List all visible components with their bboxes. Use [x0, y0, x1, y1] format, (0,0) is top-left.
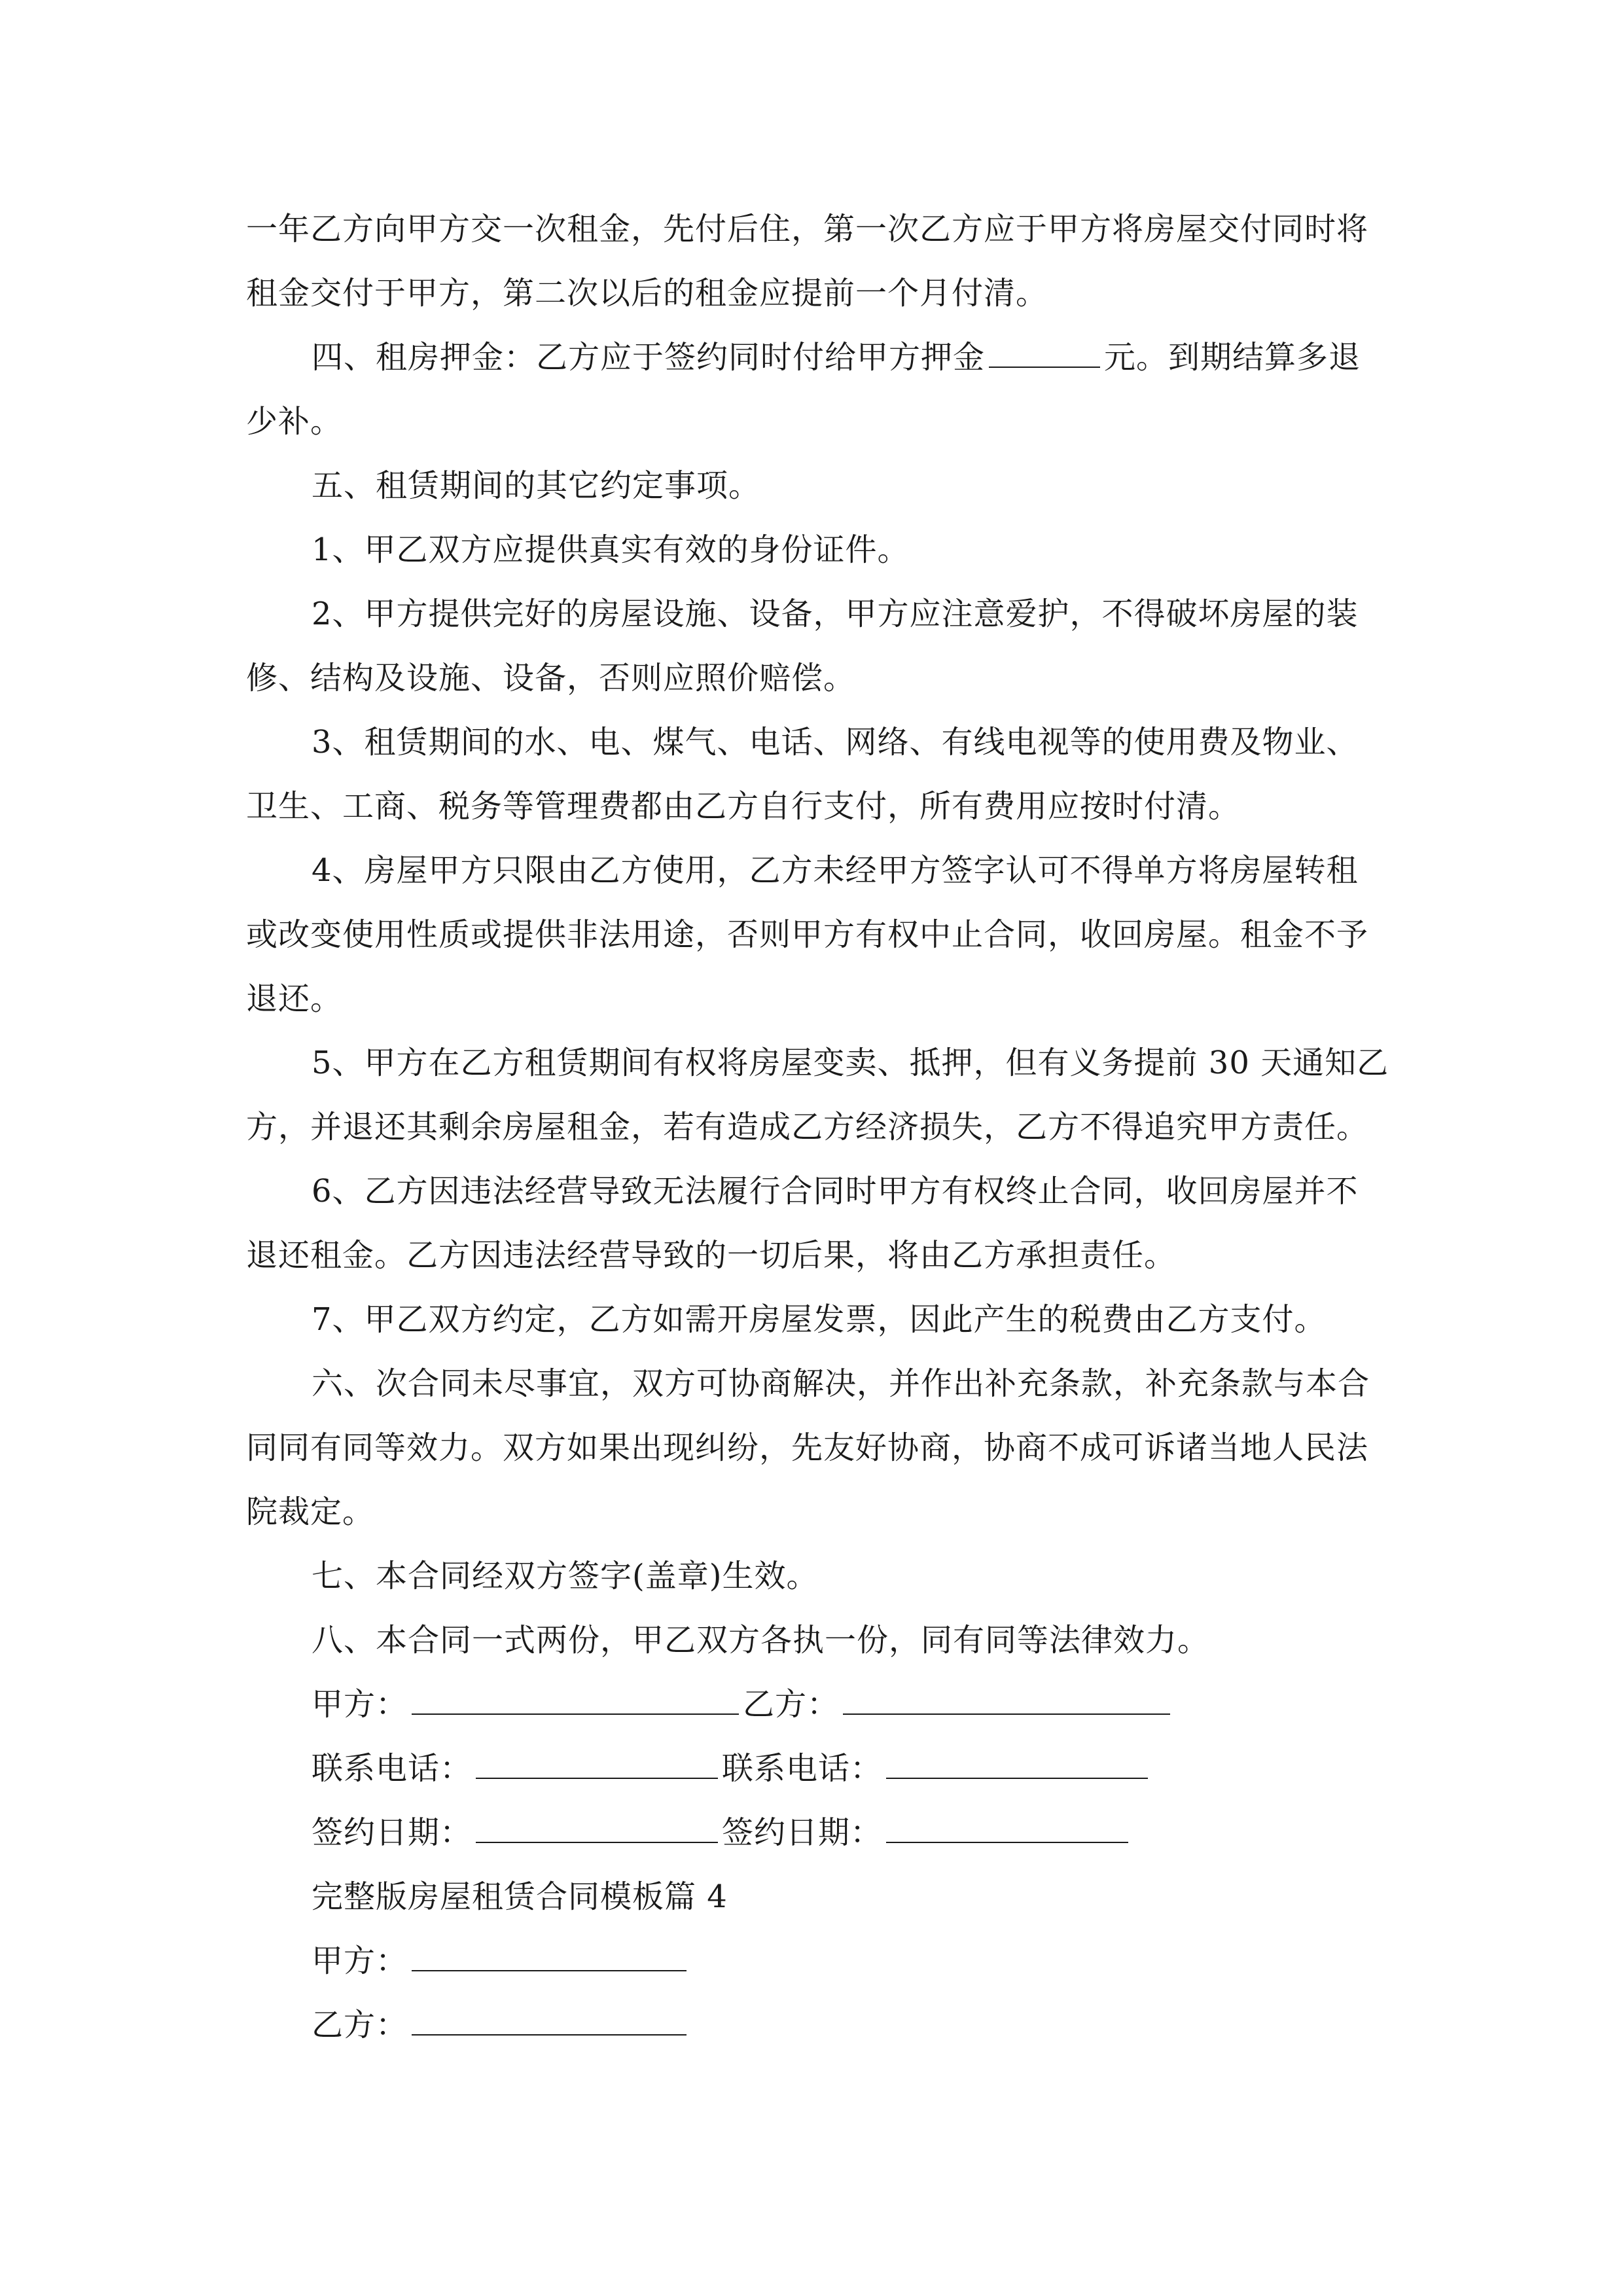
paragraph-line: 院裁定。	[246, 1494, 375, 1530]
next-section-title: 完整版房屋租赁合同模板篇 4	[312, 1878, 728, 1915]
party-a-label: 甲方：	[312, 1686, 408, 1723]
clause-heading: 五、租赁期间的其它约定事项。	[312, 467, 761, 504]
clause-item: 2、甲方提供完好的房屋设施、设备，甲方应注意爱护，不得破坏房屋的装	[312, 596, 1359, 632]
deposit-text: 四、租房押金：乙方应于签约同时付给甲方押金	[312, 339, 986, 376]
paragraph-line: 卫生、工商、税务等管理费都由乙方自行支付，所有费用应按时付清。	[246, 788, 1241, 825]
clause-item: 1、甲乙双方应提供真实有效的身份证件。	[312, 531, 910, 568]
party-b-blank	[843, 1685, 1170, 1715]
phone-label-b: 联系电话：	[722, 1750, 883, 1787]
next-party-b-row	[312, 2005, 690, 2045]
paragraph-line: 少补。	[246, 403, 343, 440]
clause-heading: 七、本合同经双方签字(盖章)生效。	[312, 1558, 819, 1594]
paragraph-line: 方，并退还其剩余房屋租金，若有造成乙方经济损失，乙方不得追究甲方责任。	[246, 1109, 1369, 1145]
next-party-b-blank	[412, 2005, 687, 2036]
date-label-a: 签约日期：	[312, 1814, 473, 1851]
clause-deposit-line	[312, 338, 1361, 377]
paragraph-line: 或改变使用性质或提供非法用途，否则甲方有权中止合同，收回房屋。租金不予	[246, 916, 1369, 953]
phone-b-blank	[886, 1749, 1148, 1779]
date-a-blank	[476, 1813, 718, 1843]
clause-item: 3、租赁期间的水、电、煤气、电话、网络、有线电视等的使用费及物业、	[312, 724, 1359, 761]
next-party-a-label: 甲方：	[312, 1943, 408, 1979]
clause-heading: 八、本合同一式两份，甲乙双方各执一份，同有同等法律效力。	[312, 1622, 1210, 1659]
signature-row-phone	[312, 1749, 1152, 1788]
deposit-amount-blank	[989, 338, 1100, 368]
paragraph-line: 退还租金。乙方因违法经营导致的一切后果，将由乙方承担责任。	[246, 1237, 1177, 1274]
signature-row-date	[312, 1813, 1132, 1852]
party-b-label: 乙方：	[743, 1686, 840, 1723]
clause-heading: 六、次合同未尽事宜，双方可协商解决，并作出补充条款，补充条款与本合	[312, 1365, 1370, 1402]
next-party-a-blank	[412, 1941, 687, 1971]
clause-item: 6、乙方因违法经营导致无法履行合同时甲方有权终止合同，收回房屋并不	[312, 1173, 1359, 1210]
paragraph-line: 修、结构及设施、设备，否则应照价赔偿。	[246, 660, 856, 696]
phone-label-a: 联系电话：	[312, 1750, 473, 1787]
clause-item: 4、房屋甲方只限由乙方使用，乙方未经甲方签字认可不得单方将房屋转租	[312, 852, 1359, 889]
paragraph-line: 同同有同等效力。双方如果出现纠纷，先友好协商，协商不成可诉诸当地人民法	[246, 1429, 1369, 1466]
signature-row-party	[312, 1685, 1174, 1724]
paragraph-line: 一年乙方向甲方交一次租金，先付后住，第一次乙方应于甲方将房屋交付同时将	[246, 211, 1369, 247]
clause-item: 5、甲方在乙方租赁期间有权将房屋变卖、抵押，但有义务提前 30 天通知乙	[312, 1045, 1389, 1081]
paragraph-line: 租金交付于甲方，第二次以后的租金应提前一个月付清。	[246, 275, 1048, 312]
date-b-blank	[886, 1813, 1128, 1843]
paragraph-line: 退还。	[246, 980, 343, 1017]
next-party-b-label: 乙方：	[312, 2007, 408, 2043]
clause-item: 7、甲乙双方约定，乙方如需开房屋发票，因此产生的税费由乙方支付。	[312, 1301, 1327, 1338]
party-a-blank	[412, 1685, 739, 1715]
date-label-b: 签约日期：	[722, 1814, 883, 1851]
phone-a-blank	[476, 1749, 718, 1779]
deposit-text-end: 元。到期结算多退	[1104, 339, 1361, 376]
next-party-a-row	[312, 1941, 690, 1981]
